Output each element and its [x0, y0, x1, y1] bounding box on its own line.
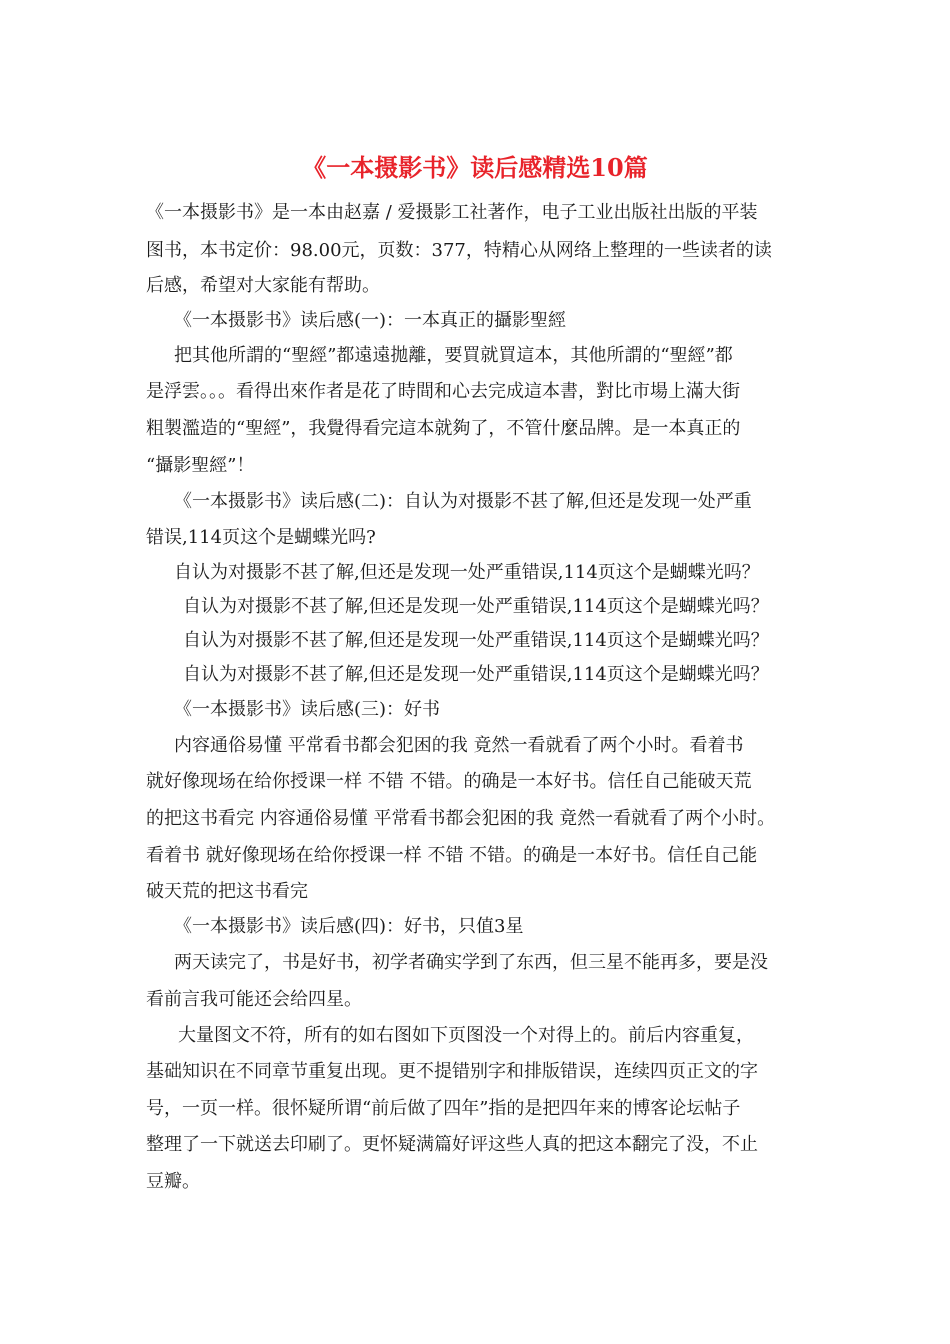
paragraph-line: 自认为对摄影不甚了解,但还是发现一处严重错误,114页这个是蝴蝶光吗？ [183, 630, 769, 651]
paragraph-line: “攝影聖經”！ [146, 455, 255, 476]
document-title: 《一本摄影书》读后感精选10篇 [302, 153, 648, 182]
paragraph-line: 豆瓣。 [146, 1171, 200, 1192]
intro-line: 《一本摄影书》是一本由赵嘉 / 爱摄影工社著作，电子工业出版社出版的平装 [146, 202, 758, 223]
paragraph-line: 两天读完了，书是好书，初学者确实学到了东西，但三星不能再多，要是没 [174, 952, 768, 973]
paragraph-line: 看前言我可能还会给四星。 [146, 989, 362, 1010]
paragraph-line: 错误,114页这个是蝴蝶光吗? [146, 527, 376, 548]
paragraph-line: 号，一页一样。很怀疑所谓“前后做了四年”指的是把四年来的博客论坛帖子 [146, 1098, 741, 1119]
section-heading: 《一本摄影书》读后感(三)：好书 [174, 699, 441, 720]
paragraph-line: 的把这书看完 内容通俗易懂 平常看书都会犯困的我 竟然一看就看了两个小时。 [146, 808, 776, 829]
paragraph-line: 把其他所謂的“聖經”都遠遠拋離，要買就買這本，其他所謂的“聖經”都 [174, 345, 733, 366]
paragraph-line: 自认为对摄影不甚了解,但还是发现一处严重错误,114页这个是蝴蝶光吗？ [183, 664, 769, 685]
paragraph-line: 基础知识在不同章节重复出现。更不提错别字和排版错误，连续四页正文的字 [146, 1061, 758, 1082]
section-heading: 《一本摄影书》读后感(四)：好书，只值3星 [174, 916, 524, 937]
intro-line: 后感，希望对大家能有帮助。 [146, 275, 380, 296]
paragraph-line: 看着书 就好像现场在给你授课一样 不错 不错。的确是一本好书。信任自己能 [146, 845, 758, 866]
paragraph-line: 自认为对摄影不甚了解,但还是发现一处严重错误,114页这个是蝴蝶光吗？ [174, 562, 760, 583]
section-heading: 《一本摄影书》读后感(二)：自认为对摄影不甚了解,但还是发现一处严重 [174, 491, 752, 512]
paragraph-line: 整理了一下就送去印刷了。更怀疑满篇好评这些人真的把这本翻完了没，不止 [146, 1134, 758, 1155]
paragraph-line: 破天荒的把这书看完 [146, 881, 308, 902]
paragraph-line: 大量图文不符，所有的如右图如下页图没一个对得上的。前后内容重复， [178, 1025, 754, 1046]
paragraph-line: 粗製濫造的“聖經”，我覺得看完這本就夠了，不管什麼品牌。是一本真正的 [146, 418, 741, 439]
intro-line: 图书，本书定价：98.00元，页数：377，特精心从网络上整理的一些读者的读 [146, 240, 772, 261]
paragraph-line: 自认为对摄影不甚了解,但还是发现一处严重错误,114页这个是蝴蝶光吗？ [183, 596, 769, 617]
paragraph-line: 内容通俗易懂 平常看书都会犯困的我 竟然一看就看了两个小时。看着书 [174, 735, 744, 756]
section-heading: 《一本摄影书》读后感(一)：一本真正的攝影聖經 [174, 310, 567, 331]
paragraph-line: 是浮雲。。。看得出來作者是花了時間和心去完成這本書，對比市場上滿大街 [146, 381, 740, 402]
paragraph-line: 就好像现场在给你授课一样 不错 不错。的确是一本好书。信任自己能破天荒 [146, 771, 752, 792]
